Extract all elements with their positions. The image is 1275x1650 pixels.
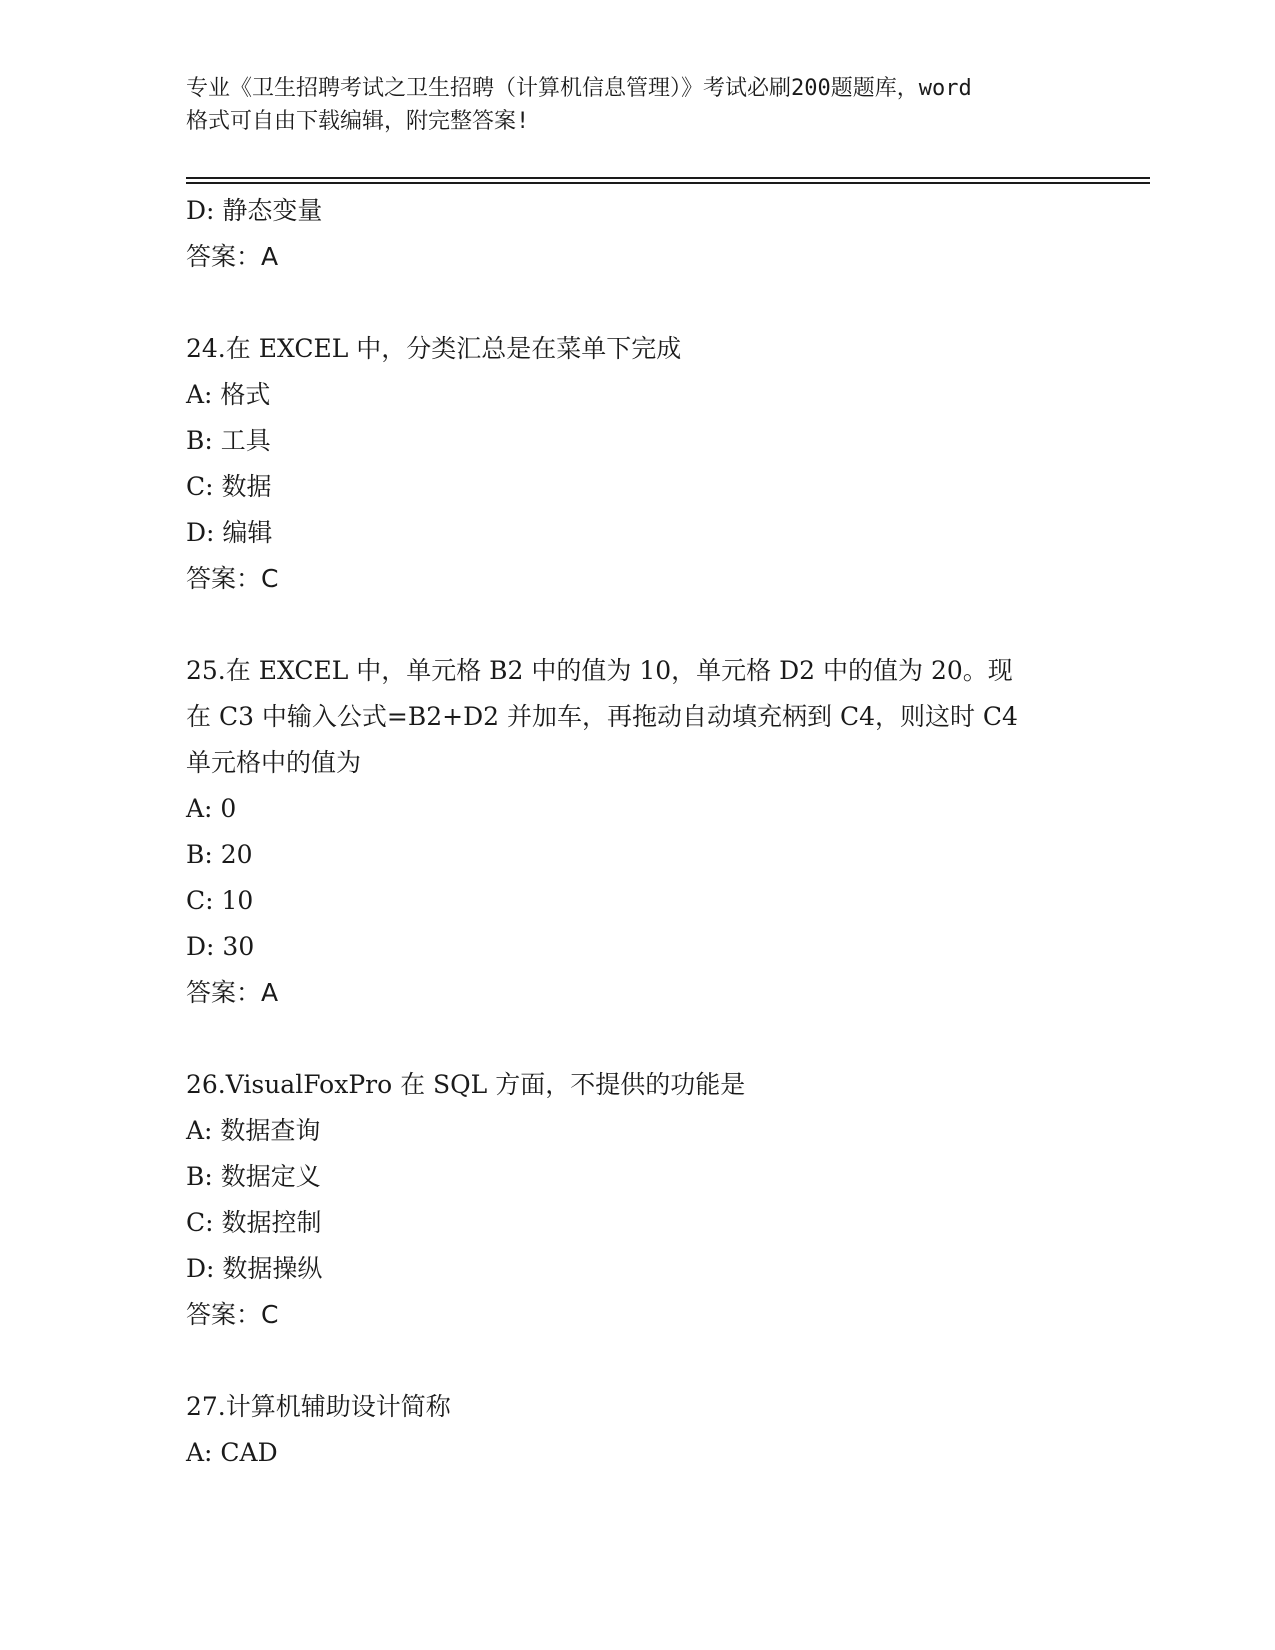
question-24 [186,326,1086,602]
header-title-line-1: 专业《卫生招聘考试之卫生招聘（计算机信息管理）》考试必刷200题题库，word [186,76,972,101]
question-26 [186,1062,1086,1338]
option-a: A: 数据查询 [186,1116,321,1145]
option-d: D: 30 [186,932,255,961]
document-header [186,72,1086,138]
question-stem: 26.VisualFoxPro 在 SQL 方面，不提供的功能是 [186,1070,746,1099]
header-divider-bottom [186,182,1150,184]
option-a: A: 格式 [186,380,271,409]
question-gap [186,1338,1086,1384]
option-b: B: 数据定义 [186,1162,321,1191]
answer-line: 答案：C [186,1300,279,1329]
option-a: A: 0 [186,794,237,823]
question-27 [186,1384,1086,1476]
question-stem: 27.计算机辅助设计简称 [186,1392,451,1421]
question-stem-line-1: 25.在 EXCEL 中，单元格 B2 中的值为 10，单元格 D2 中的值为 20。现 [186,656,1013,685]
question-stem-line-2: 在 C3 中输入公式=B2+D2 并加车，再拖动自动填充柄到 C4，则这时 C4 [186,702,1018,731]
question-stem: 24.在 EXCEL 中，分类汇总是在菜单下完成 [186,334,682,363]
header-divider-top [186,177,1150,179]
option-c: C: 10 [186,886,254,915]
question-stem-line-3: 单元格中的值为 [186,748,362,777]
option-c: C: 数据控制 [186,1208,322,1237]
option-d: D: 编辑 [186,518,273,547]
answer-line: 答案：A [186,978,279,1007]
question-25 [186,648,1086,1016]
option-c: C: 数据 [186,472,272,501]
option-a: A: CAD [186,1438,278,1467]
question-gap [186,1016,1086,1062]
question-gap [186,280,1086,326]
answer-line: 答案：A [186,242,279,271]
question-gap [186,602,1086,648]
option-d: D: 数据操纵 [186,1254,323,1283]
option-b: B: 20 [186,840,253,869]
question-list [186,188,1086,1476]
option-d: D: 静态变量 [186,196,323,225]
option-b: B: 工具 [186,426,271,455]
header-title-line-2: 格式可自由下载编辑，附完整答案! [186,109,530,134]
answer-line: 答案：C [186,564,279,593]
